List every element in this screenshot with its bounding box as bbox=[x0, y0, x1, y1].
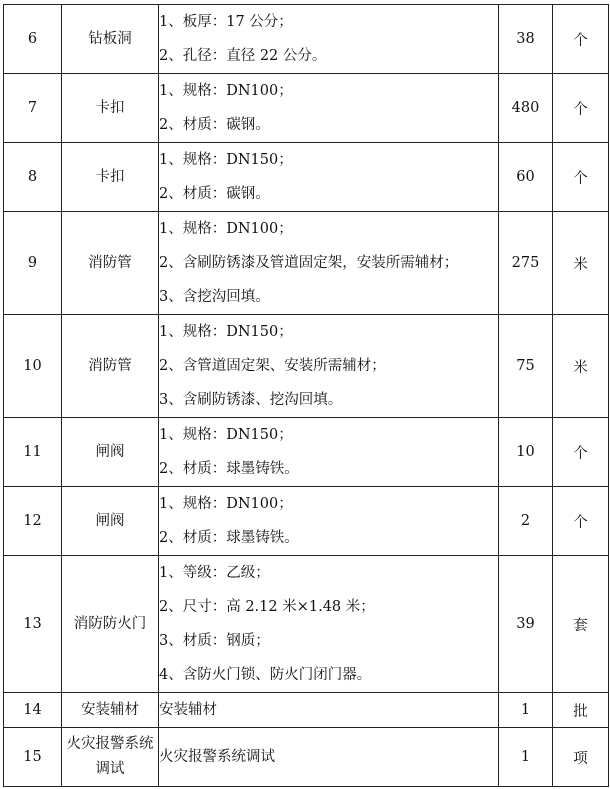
item-description bbox=[159, 728, 499, 787]
item-quantity: 275 bbox=[499, 212, 553, 315]
item-number: 15 bbox=[4, 728, 62, 787]
item-name: 闸阀 bbox=[62, 418, 159, 487]
item-unit: 个 bbox=[553, 143, 609, 212]
bill-of-quantities-table bbox=[3, 4, 609, 787]
description-line: 1、规格：DN100； bbox=[159, 83, 293, 99]
description-line: 1、规格：DN150； bbox=[159, 324, 293, 340]
item-name: 消防防火门 bbox=[62, 556, 159, 693]
item-name: 卡扣 bbox=[62, 74, 159, 143]
item-description bbox=[159, 212, 499, 315]
table-row bbox=[4, 5, 609, 74]
item-number: 13 bbox=[4, 556, 62, 693]
item-description bbox=[159, 556, 499, 693]
table-row bbox=[4, 74, 609, 143]
description-line: 2、尺寸：高 2.12 米×1.48 米； bbox=[159, 599, 375, 615]
item-quantity: 2 bbox=[499, 487, 553, 556]
item-number: 11 bbox=[4, 418, 62, 487]
description-line: 2、材质：球墨铸铁。 bbox=[159, 461, 299, 477]
description-line: 2、材质：碳钢。 bbox=[159, 186, 270, 202]
item-unit: 套 bbox=[553, 556, 609, 693]
description-line: 1、规格：DN150； bbox=[159, 427, 293, 443]
table-row bbox=[4, 143, 609, 212]
item-unit: 项 bbox=[553, 728, 609, 787]
description-line: 3、材质：钢质； bbox=[159, 633, 270, 649]
item-description bbox=[159, 315, 499, 418]
description-line: 安装辅材 bbox=[159, 702, 217, 718]
item-description bbox=[159, 74, 499, 143]
item-name: 消防管 bbox=[62, 315, 159, 418]
item-unit: 个 bbox=[553, 74, 609, 143]
description-line: 3、含刷防锈漆、挖沟回填。 bbox=[159, 392, 343, 408]
description-line: 火灾报警系统调试 bbox=[159, 749, 275, 765]
item-number: 12 bbox=[4, 487, 62, 556]
item-unit: 批 bbox=[553, 693, 609, 728]
table-row bbox=[4, 693, 609, 728]
item-description bbox=[159, 418, 499, 487]
item-number: 6 bbox=[4, 5, 62, 74]
item-name: 钻板洞 bbox=[62, 5, 159, 74]
item-name: 火灾报警系统调试 bbox=[62, 728, 159, 787]
item-number: 8 bbox=[4, 143, 62, 212]
table-row bbox=[4, 315, 609, 418]
item-number: 10 bbox=[4, 315, 62, 418]
item-quantity: 75 bbox=[499, 315, 553, 418]
item-description bbox=[159, 693, 499, 728]
item-quantity: 60 bbox=[499, 143, 553, 212]
table-row bbox=[4, 728, 609, 787]
description-line: 1、规格：DN100； bbox=[159, 221, 293, 237]
description-line: 1、等级：乙级； bbox=[159, 565, 270, 581]
item-number: 9 bbox=[4, 212, 62, 315]
item-description bbox=[159, 143, 499, 212]
item-quantity: 1 bbox=[499, 693, 553, 728]
item-name: 安装辅材 bbox=[62, 693, 159, 728]
description-line: 1、板厚：17 公分； bbox=[159, 14, 293, 30]
item-description bbox=[159, 5, 499, 74]
description-line: 3、含挖沟回填。 bbox=[159, 289, 270, 305]
item-quantity: 10 bbox=[499, 418, 553, 487]
item-name: 消防管 bbox=[62, 212, 159, 315]
item-number: 7 bbox=[4, 74, 62, 143]
item-unit: 个 bbox=[553, 418, 609, 487]
table-row bbox=[4, 418, 609, 487]
item-number: 14 bbox=[4, 693, 62, 728]
description-line: 1、规格：DN150； bbox=[159, 152, 293, 168]
item-quantity: 38 bbox=[499, 5, 553, 74]
item-name: 闸阀 bbox=[62, 487, 159, 556]
description-line: 2、含管道固定架、安装所需辅材； bbox=[159, 358, 386, 374]
item-quantity: 39 bbox=[499, 556, 553, 693]
description-line: 4、含防火门锁、防火门闭门器。 bbox=[159, 667, 372, 683]
item-unit: 个 bbox=[553, 5, 609, 74]
item-description bbox=[159, 487, 499, 556]
item-name: 卡扣 bbox=[62, 143, 159, 212]
item-quantity: 1 bbox=[499, 728, 553, 787]
table-row bbox=[4, 487, 609, 556]
item-unit: 米 bbox=[553, 212, 609, 315]
description-line: 1、规格：DN100； bbox=[159, 496, 293, 512]
description-line: 2、孔径：直径 22 公分。 bbox=[159, 48, 327, 64]
item-unit: 个 bbox=[553, 487, 609, 556]
description-line: 2、材质：碳钢。 bbox=[159, 117, 270, 133]
description-line: 2、含刷防锈漆及管道固定架，安装所需辅材； bbox=[159, 255, 459, 271]
description-line: 2、材质：球墨铸铁。 bbox=[159, 530, 299, 546]
item-unit: 米 bbox=[553, 315, 609, 418]
table-row bbox=[4, 556, 609, 693]
item-quantity: 480 bbox=[499, 74, 553, 143]
table-row bbox=[4, 212, 609, 315]
